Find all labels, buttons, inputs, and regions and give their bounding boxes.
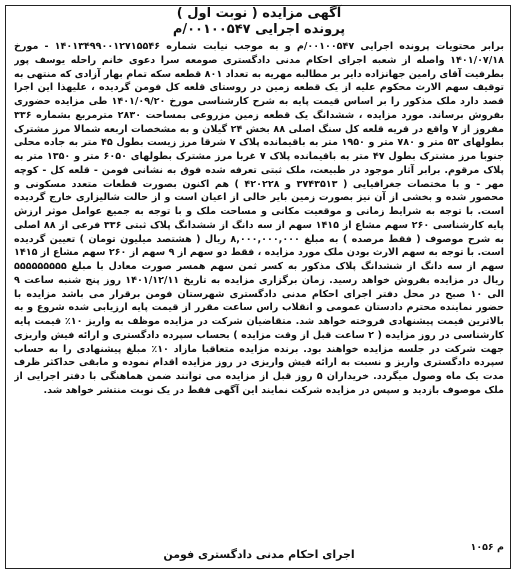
notice-body: برابر محتویات پرونده اجرایی ۰۰۱۰۰۵۴۷/م و به موجب نیابت شماره ۱۴۰۱۳۴۹۹۰۰۱۲۷۱۵۵۴۶ - مورخ ۱۴۰۱/۰۷/۱۸ واصله از شعبه اجرای احکام مدنی دادگستری صومعه سرا دعوی خانم راحله یوسف پور بطرفیت آقای رامین جهانزاده دایر بر مطالبه مهریه به تعداد ۸۰۱ قطعه سکه تمام بهار آزادی که منتهی به توقیف سهم الارث محکوم علیه از یک قطعه زمین در روستای قلعه کل فومن گردیده ، علیهذا این اجرا قصد دارد ملک مذکور را بر اساس قیمت پایه به شرح کارشناسی مورخ ۱۴۰۱/۰۹/۲۰ طی مزایده حضوری بفروش برساند. مورد مزایده ، ششدانگ یک قطعه زمین مزروعی بمساحت ۲۸۳۰ مترمربع بشماره ۳۳۶ مفروز از ۷ واقع در قریه قلعه کل سنگ اصلی ۸۸ بخش ۲۴ گیلان و به مشخصات اربعه شمالا مرز مشترک بطولهای ۵۳ متر و ۷۸۰ متر و ۱۹۵۰ متر به باقیمانده پلاک ۷ شرقا مرز زیست بطول ۴۵ متر به جاده محلی جنوبا مرز مشترک بطول ۴۷ متر به باقیمانده پلاک ۷ غربا مرز مشترک بطولهای ۶۰۵۰ متر و ۱۳۵۰ متر به پلاک مرقوم. برابر آثار موجود در طبیعت، ملک ثبتی تعرفه شده فوق به نشانی فومن - قلعه کل - کوچه مهر - و با مختصات جغرافیایی ( ۳۷۴۳۵۱۳ و ۴۲۰۲۲۸ ) هم اکنون بصورت قطعات متعدد مسکونی و محصور شده و بخشی از آن نیز بصورت زمین بایر خالی از اعیان است و از حالت شالیزاری خارج گردیده است. با توجه به شرایط زمانی و موقعیت مکانی و مساحت ملک و با توجه به جمیع عوامل موثر ارزش پایه کارشناسی ۲۶۰ سهم مشاع از ۱۴۱۵ سهم از سه دانگ از ششدانگ پلاک ثبتی ۳۳۶ فرعی از ۸۸ اصلی به شرح موصوف ( فقط مرصده ) به مبلغ ۸,۰۰۰,۰۰۰,۰۰۰ ریال ( هشتصد میلیون تومان ) تعیین گردیده است. با توجه به سهم الارث بودن ملک مورد مزایده ، فقط دو سهم از ۹ سهم از ۲۶۰ سهم مشاع از ۱۴۱۵ سهم از سه دانگ از ششدانگ پلاک مذکور به کسر ثمن سهم همسر صورت معادل با مبلغ ۵۵۵۵۵۵۵۵۵ ریال در مزایده بفروش خواهد رسید. زمان برگزاری مزایده به تاریخ ۱۴۰۱/۱۲/۱۱ روز پنج شنبه ساعت ۹ الی ۱۰ صبح در محل دفتر اجرای احکام مدنی دادگستری شهرستان فومن برقرار می باشد مزایده با حضور نماینده محترم دادستان عمومی و انقلاب راس ساعت مقرر از قیمت پایه ارزیابی شده شروع و به بالاترین قیمت پیشنهادی فروخته خواهد شد. متقاضیان شرکت در مزایده موظف به واریز ۱۰٪ قیمت پایه کارشناسی در روز مزایده ( ۲ ساعت قبل از وقت مزایده ) بحساب سپرده دادگستری و ارائه فیش واریزی جهت شرکت در جلسه مزایده خواهند بود. برنده مزایده متعاقبا مازاد ۱۰٪ مبلغ پیشنهادی را به حساب سپرده دادگستری واریز و نسبت به ارائه فیش واریزی در روز مزایده اقدام نموده و مابقی حداکثر ظرف مدت یک ماه وصول میگردد. خریداران ۵ روز قبل از مزایده می توانند ضمن هماهنگی با دفتر اجرایی از ملک موصوف بازدید و سپس در مزایده شرکت نمایند این آگهی فقط در یک نوبت منتشر خواهد شد. — [14, 41, 504, 396]
case-number: پرونده اجرایی ۰۰۱۰۰۵۴۷/م — [172, 22, 346, 37]
signature-line: اجرای احکام مدنی دادگستری فومن — [163, 548, 355, 561]
footer-number: م ۱۰۵۶ — [470, 542, 504, 553]
notice-title: آگهی مزایده ( نوبت اول ) — [176, 6, 342, 21]
